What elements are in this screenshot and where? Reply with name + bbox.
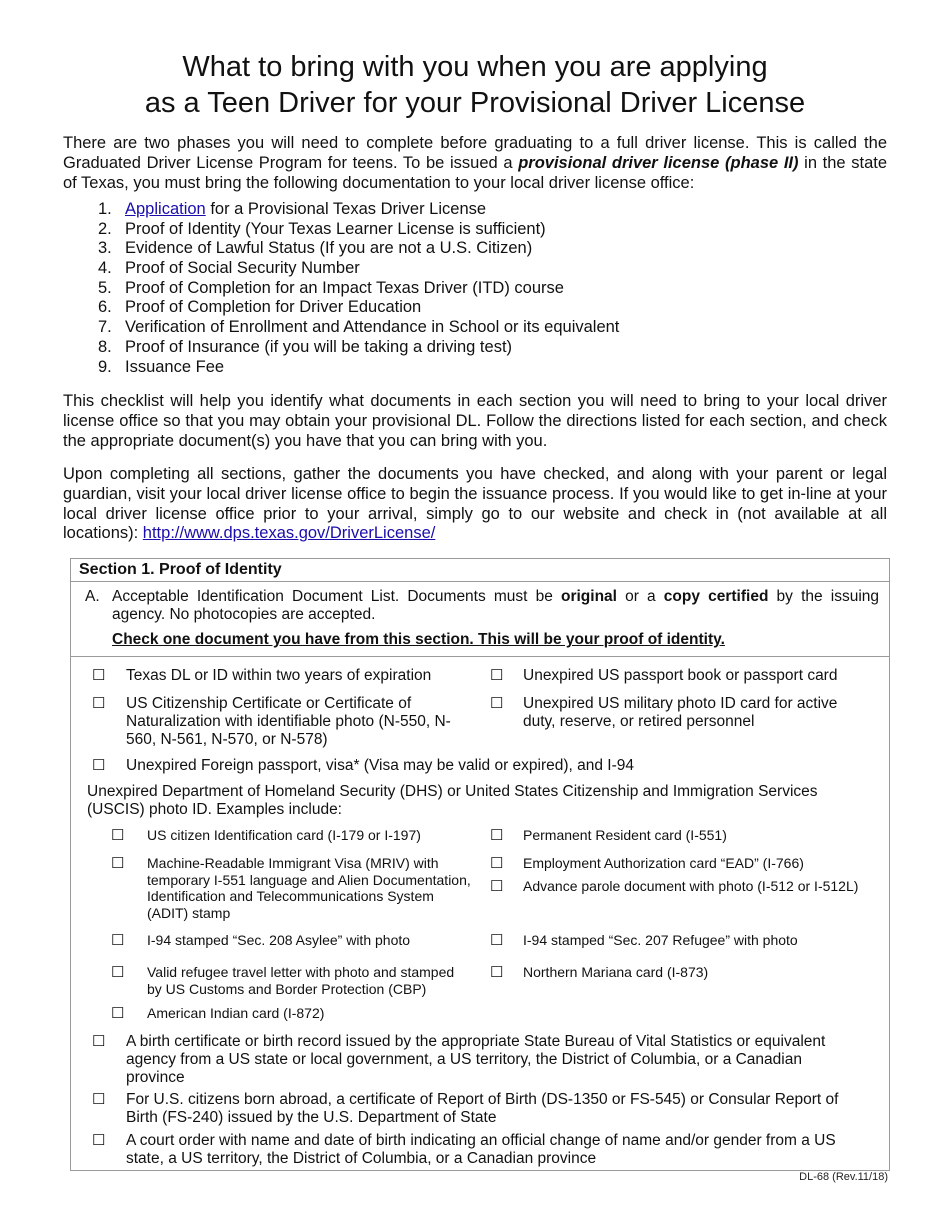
subsection-a-text [112, 588, 879, 624]
intro-text-end: in the state of Texas, you must bring the following documentation to your local driver license office: [63, 153, 888, 192]
item-text: Verification of Enrollment and Attendance in School or its equivalent [125, 318, 620, 337]
item-number: 9. [98, 357, 112, 376]
item-text: Proof of Insurance (if you will be taking a driving test) [125, 337, 513, 356]
item-text: Evidence of Lawful Status (If you are not a U.S. Citizen) [125, 239, 533, 258]
item-citizenship-cert: US Citizenship Certificate or Certificate of Naturalization with identifiable photo (N-550, N-560, N-561, N-570, or N-578) [126, 695, 451, 748]
checkbox-refugee[interactable]: ☐ [490, 932, 504, 949]
application-link[interactable]: Application [125, 200, 206, 218]
list-item [98, 200, 619, 220]
list-item [98, 259, 619, 279]
section-1-title: Section 1. Proof of Identity [79, 561, 282, 578]
item-military-id: Unexpired US military photo ID card for active duty, reserve, or retired personnel [523, 695, 838, 730]
item-number: 8. [98, 337, 112, 356]
original-emphasis: original [560, 588, 617, 605]
list-item [98, 318, 619, 338]
checkbox-court-order[interactable]: ☐ [92, 1132, 106, 1149]
list-item [98, 338, 619, 358]
item-text: Proof of Identity (Your Texas Learner License is sufficient) [125, 219, 546, 238]
dps-website-link[interactable]: http://www.dps.texas.gov/DriverLicense/ [142, 524, 436, 543]
checkbox-asylee[interactable]: ☐ [111, 932, 125, 949]
item-number: 4. [98, 259, 112, 278]
item-ead: Employment Authorization card “EAD” (I-766) [523, 855, 804, 871]
list-item [98, 279, 619, 299]
item-mariana: Northern Mariana card (I-873) [523, 964, 709, 980]
form-number: DL-68 (Rev.11/18) [799, 1171, 888, 1183]
item-text: Proof of Social Security Number [125, 259, 360, 278]
item-text: Proof of Completion for Driver Education [125, 298, 422, 317]
item-number: 5. [98, 278, 112, 297]
a-text-part: by the issuing agency. No photocopies are accepted. [112, 588, 880, 623]
completion-text: Upon completing all sections, gather the documents you have checked, and along with your parent or legal guardian, visit your local driver license office to begin the issuance process. If you would like to get in-line at your local driver license office prior to your arrival, simply go to our website and check in (not available at all locations): [63, 465, 887, 543]
item-birth-cert: A birth certificate or birth record issued by the appropriate State Bureau of Vital Statistics or equivalent agency from a US state or local government, a US territory, the District of Columbia, or a Canadian province [126, 1033, 826, 1086]
checkbox-american-indian[interactable]: ☐ [111, 1005, 125, 1022]
item-text: Issuance Fee [125, 357, 225, 376]
checkbox-report-of-birth[interactable]: ☐ [92, 1091, 106, 1108]
item-refugee-letter: Valid refugee travel letter with photo and stamped by US Customs and Border Protection (CBP) [147, 964, 455, 997]
check-instruction: Check one document you have from this section. This will be your proof of identity. [112, 631, 725, 648]
copy-certified-emphasis: copy certified [663, 588, 769, 605]
item-asylee: I-94 stamped “Sec. 208 Asylee” with photo [147, 932, 411, 948]
subsection-letter: A. [85, 588, 100, 605]
item-us-passport: Unexpired US passport book or passport card [523, 667, 838, 684]
dhs-intro: Unexpired Department of Homeland Security (DHS) or United States Citizenship and Immigration Services (USCIS) photo ID. Examples include: [87, 783, 818, 818]
item-foreign-passport: Unexpired Foreign passport, visa* (Visa may be valid or expired), and I-94 [126, 757, 635, 774]
checkbox-ead[interactable]: ☐ [490, 855, 504, 872]
checkbox-military-id[interactable]: ☐ [490, 695, 504, 712]
intro-emphasis: provisional driver license (phase II) [518, 153, 799, 172]
checkbox-i179[interactable]: ☐ [111, 827, 125, 844]
item-texas-dl: Texas DL or ID within two years of expiration [126, 667, 432, 684]
requirements-list [98, 200, 619, 377]
item-refugee: I-94 stamped “Sec. 207 Refugee” with photo [523, 932, 798, 948]
page-title [0, 49, 950, 121]
checkbox-i551[interactable]: ☐ [490, 827, 504, 844]
list-item [98, 220, 619, 240]
a-text-part: or a [616, 588, 664, 605]
section-1a-instructions [71, 582, 889, 657]
item-text: Proof of Completion for an Impact Texas Driver (ITD) course [125, 278, 564, 297]
checkbox-us-passport[interactable]: ☐ [490, 667, 504, 684]
list-item [98, 239, 619, 259]
item-report-of-birth: For U.S. citizens born abroad, a certificate of Report of Birth (DS-1350 or FS-545) or Consular Report of Birth (FS-240) issued by the U.S. Department of State [126, 1091, 839, 1126]
checkbox-foreign-passport[interactable]: ☐ [92, 757, 106, 774]
item-text: for a Provisional Texas Driver License [205, 200, 487, 218]
list-item [98, 298, 619, 318]
item-american-indian: American Indian card (I-872) [147, 1005, 325, 1021]
checklist-paragraph: This checklist will help you identify what documents in each section you will need to bring to your local driver license office so that you may obtain your provisional DL. Follow the directions listed for each section, and check the appropriate document(s) you have that you can bring with you. [63, 392, 887, 450]
section-1-header [71, 559, 889, 582]
checkbox-refugee-letter[interactable]: ☐ [111, 964, 125, 981]
checkbox-mriv[interactable]: ☐ [111, 855, 125, 872]
item-number: 2. [98, 219, 112, 238]
intro-text: There are two phases you will need to complete before graduating to a full driver license. This is called the Graduated Driver License Program for teens. To be issued a [63, 134, 887, 172]
checkbox-texas-dl[interactable]: ☐ [92, 667, 106, 684]
a-text-part: Acceptable Identification Document List. Documents must be [112, 588, 561, 605]
title-line-1: What to bring with you when you are applying [182, 51, 768, 83]
intro-paragraph [63, 134, 887, 193]
item-number: 3. [98, 239, 112, 258]
title-line-2: as a Teen Driver for your Provisional Driver License [144, 87, 806, 119]
item-i179: US citizen Identification card (I-179 or I-197) [147, 827, 421, 843]
item-number: 1. [98, 200, 112, 218]
item-i551: Permanent Resident card (I-551) [523, 827, 727, 843]
item-court-order: A court order with name and date of birth indicating an official change of name and/or gender from a US state, a US territory, the District of Columbia, or a Canadian province [126, 1132, 836, 1167]
section-1-box [70, 558, 890, 1171]
checkbox-birth-cert[interactable]: ☐ [92, 1033, 106, 1050]
item-advance-parole: Advance parole document with photo (I-512 or I-512L) [523, 878, 859, 894]
item-number: 6. [98, 298, 112, 317]
item-mriv: Machine-Readable Immigrant Visa (MRIV) with temporary I-551 language and Alien Documentation, Identification and Telecommunications System (ADIT) stamp [147, 855, 471, 921]
checkbox-advance-parole[interactable]: ☐ [490, 878, 504, 895]
item-number: 7. [98, 318, 112, 337]
completion-paragraph [63, 465, 887, 544]
checkbox-citizenship-cert[interactable]: ☐ [92, 695, 106, 712]
checkbox-mariana[interactable]: ☐ [490, 964, 504, 981]
list-item [98, 358, 619, 378]
